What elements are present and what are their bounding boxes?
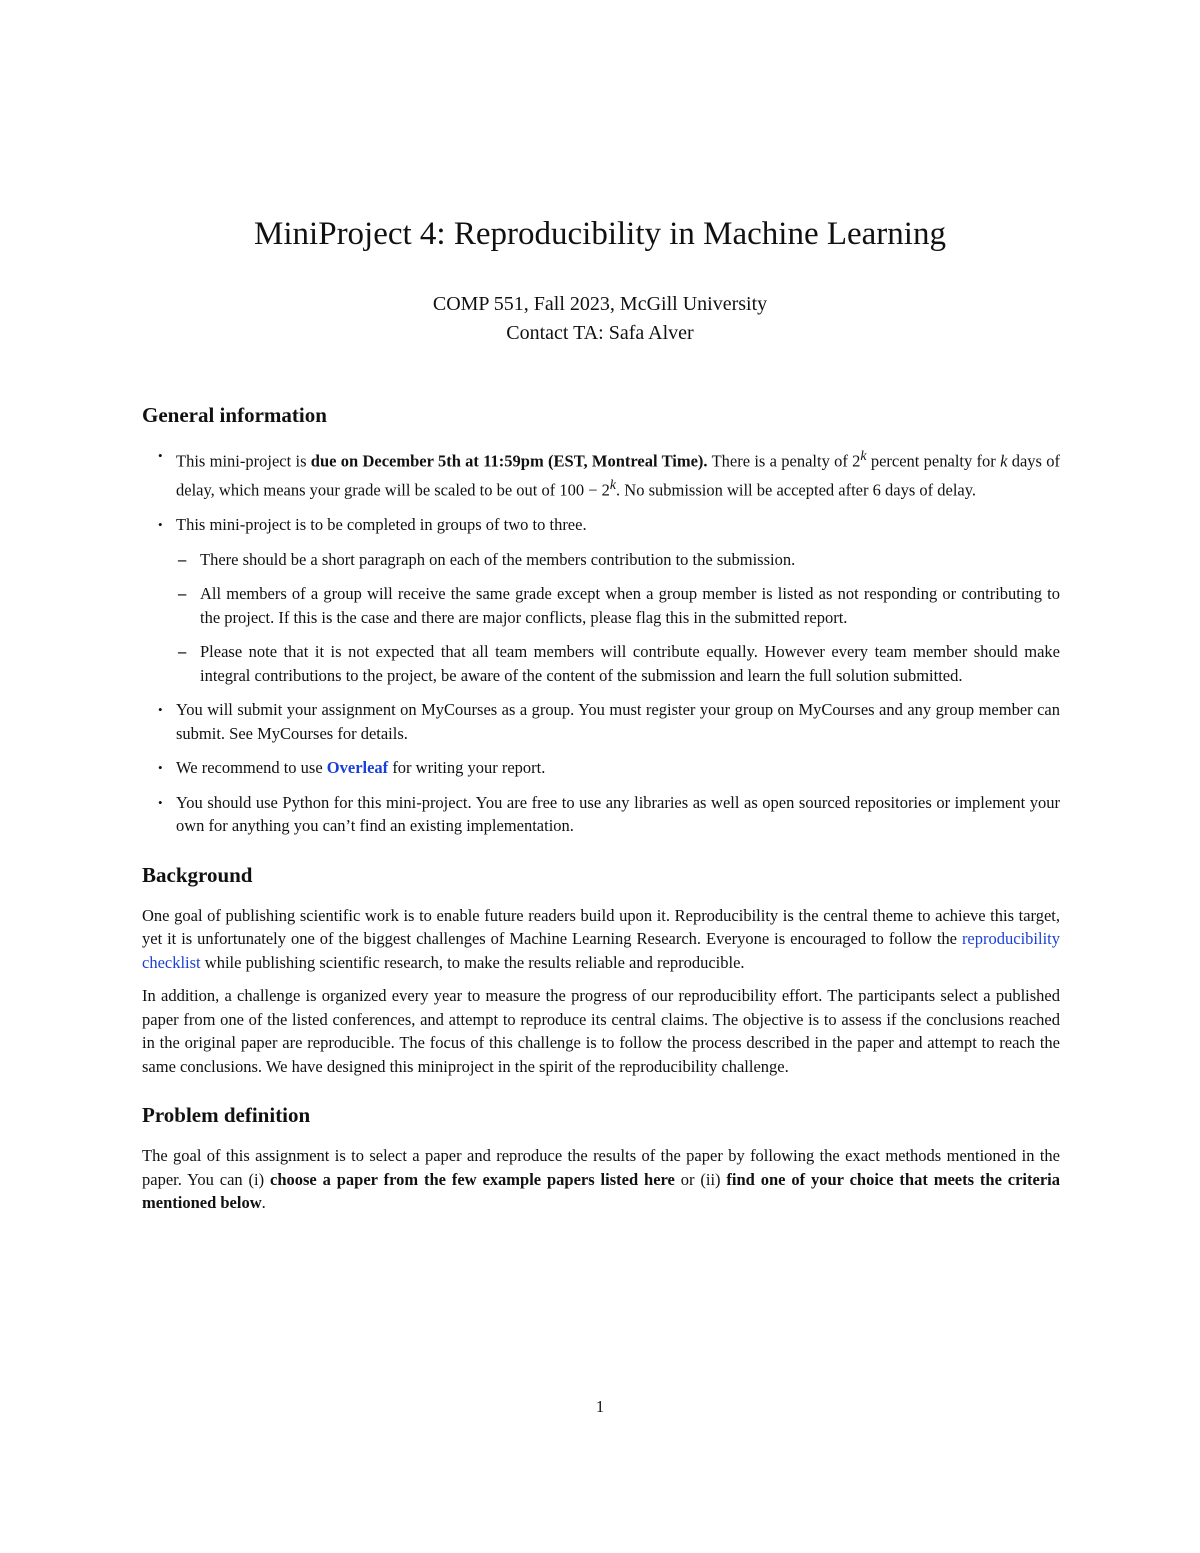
section-heading-background: Background	[142, 862, 253, 887]
section-heading-problem: Problem definition	[142, 1103, 311, 1127]
general-bullet-list	[142, 444, 1060, 838]
document-subtitle	[0, 290, 1200, 348]
bullet-overleaf: • We recommend to use Overleaf for writing your report.	[142, 756, 1060, 780]
bullet-mycourses: • You will submit your assignment on MyCourses as a group. You must register your group on MyCourses and any group member can submit. See MyCourses for details.	[142, 698, 1060, 745]
dash-item-contribution: – There should be a short paragraph on each of the members contribution to the submission.	[142, 548, 1060, 572]
bullet-groups: • This mini-project is to be completed in groups of two to three. – There should be a short paragraph on each of the members contribution to the submission. – All members of a group will receive the same grade except when a group member is listed as not responding or contributing to the project. If this is the case and there are major conflicts, please flag this in the submitted report. – Please note that it is not expected that all team members will contribute equally. However every team member should make integral contributions to the project, be aware of the content of the submission and learn the full solution submitted.	[142, 513, 1060, 687]
contact-line: Contact TA: Safa Alver	[506, 322, 694, 344]
dash-item-grade: – All members of a group will receive the same grade except when a group member is listed as not responding or contributing to the project. If this is the case and there are major conflicts, please flag this in the submitted report.	[142, 582, 1060, 629]
document-title: MiniProject 4: Reproducibility in Machine Learning	[254, 216, 946, 252]
bullet-python: • You should use Python for this mini-project. You are free to use any libraries as well as open sourced repositories or implement your own for anything you can’t find an existing implementation.	[142, 791, 1060, 838]
deadline-text: due on December 5th at 11:59pm (EST, Montreal Time).	[310, 451, 708, 471]
overleaf-link[interactable]: Overleaf	[326, 758, 389, 777]
course-line: COMP 551, Fall 2023, McGill University	[432, 293, 768, 315]
background-paragraph-2: In addition, a challenge is organized every year to measure the progress of our reproducibility effort. The participants select a published paper from one of the listed conferences, and attempt to reproduce its central claims. The objective is to assess if the conclusions reached in the original paper are reproducible. The focus of this challenge is to follow the process described in the paper and attempt to reach the same conclusions. We have designed this miniproject in the spirit of the reproducibility challenge.	[142, 986, 1060, 1076]
groups-dash-list	[176, 548, 1060, 688]
document-body	[142, 400, 1060, 1225]
section-heading-general: General information	[142, 403, 327, 427]
page-number: 1	[595, 1397, 605, 1416]
reproducibility-checklist-link[interactable]: reproducibility checklist	[142, 929, 1060, 972]
bullet-deadline: • This mini-project is due on December 5th at 11:59pm (EST, Montreal Time). There is a penalty of 2$^k$ percent penalty for k days of delay, which means your grade will be scaled to be out of $100 - 2^k$. No submission will be accepted after 6 days of delay.	[142, 444, 1060, 502]
problem-paragraph-1: The goal of this assignment is to select a paper and reproduce the results of the paper by following the exact methods mentioned in the paper. You can (i) choose a paper from the few example papers listed here or (ii) find one of your choice that meets the criteria mentioned below.	[142, 1146, 1060, 1212]
dash-item-equal: – Please note that it is not expected that all team members will contribute equally. However every team member should make integral contributions to the project, be aware of the content of the submission and learn the full solution submitted.	[142, 640, 1060, 687]
background-paragraph-1: One goal of publishing scientific work is to enable future readers build upon it. Reproducibility is the central theme to achieve this target, yet it is unfortunately one of the biggest challenges of Machine Learning Research. Everyone is encouraged to follow the reproducibility checklist while publishing scientific research, to make the results reliable and reproducible.	[142, 905, 1060, 972]
